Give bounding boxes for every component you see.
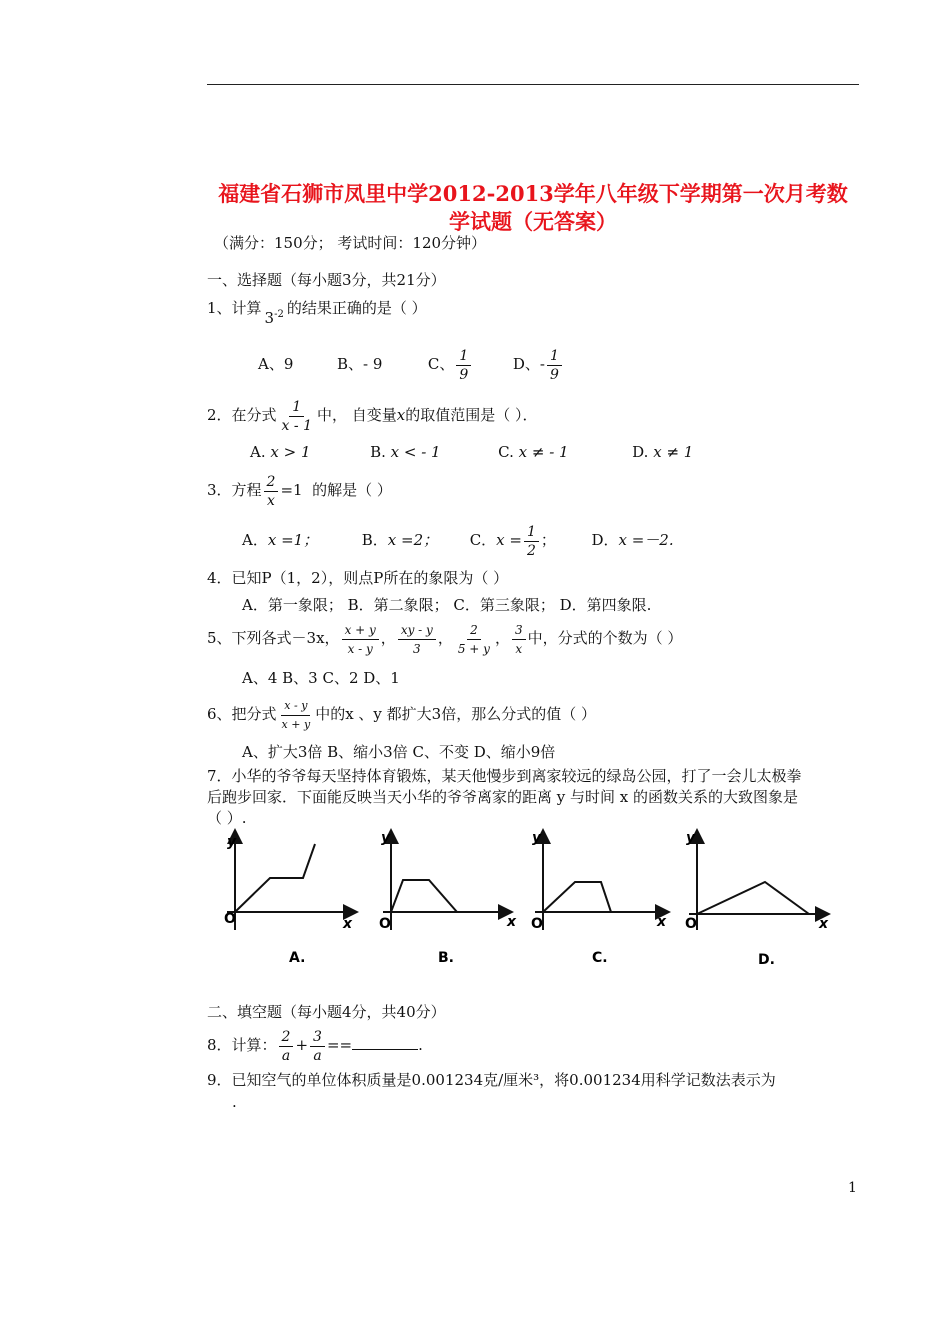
- question-6: [207, 696, 596, 734]
- q3-suffix: 的解是（ ）: [312, 481, 392, 499]
- q3-option-a: A．: [242, 531, 268, 549]
- q8-prefix: 8．计算：: [207, 1036, 277, 1054]
- section1-heading: 一、选择题（每小题3分，共21分）: [207, 271, 446, 289]
- q5-fraction-2: $\frac{xy - y}{3}$: [398, 621, 436, 658]
- graph-a-y-label: y: [227, 834, 237, 850]
- q2-option-d-expr: x ≠ 1: [653, 443, 694, 461]
- q2-prefix: 2．在分式: [207, 406, 277, 424]
- q2-option-c-expr: x ≠ - 1: [518, 443, 569, 461]
- question-5: 5、下列各式－3x， $\frac{x + y}{x - y}$ ， $\frac{xy - y}{3}$ ， $\frac{2}{5 + y}$ ， $\frac{3}{x}$ 中，分式的个数为（ ）: [207, 622, 683, 656]
- q2-mid: 中， 自变量: [316, 406, 397, 424]
- question-7-line1: 7．小华的爷爷每天坚持体育锻炼，某天他慢步到离家较远的绿岛公园，打了一会儿太极拳: [207, 767, 802, 785]
- graph-a-caption: A.: [289, 950, 306, 966]
- q6-options: A、扩大3倍 B、缩小3倍 C、不变 D、缩小9倍: [242, 743, 556, 761]
- q2-options: [250, 442, 693, 462]
- graph-b-x-label: x: [507, 914, 517, 930]
- graph-a-curve: [235, 844, 315, 912]
- q5-prefix: 5、下列各式－3x，: [207, 629, 340, 647]
- q3-option-b-expr: x =2；: [387, 531, 439, 549]
- q8-answer-blank: [352, 1035, 418, 1050]
- q2-option-b: B.: [370, 443, 386, 461]
- q1-option-a: A、9: [258, 355, 294, 373]
- graph-b-caption: B.: [438, 950, 454, 966]
- q2-option-a: A.: [250, 443, 266, 461]
- q8-end: .: [418, 1036, 423, 1054]
- q1-option-d: D、-: [512, 355, 545, 373]
- question-9-line2: .: [232, 1093, 237, 1111]
- q4-options: A．第一象限； B．第二象限； C．第三象限； D．第四象限.: [242, 596, 652, 614]
- graph-a-x-label: x: [343, 916, 353, 932]
- q3-prefix: 3．方程: [207, 481, 262, 499]
- graph-c: [531, 830, 667, 966]
- q2-option-c: C.: [498, 443, 514, 461]
- q8-plus: +: [295, 1036, 309, 1054]
- graph-c-x-label: x: [657, 914, 667, 930]
- graph-c-caption: C.: [592, 950, 608, 966]
- q3-option-c-fraction: $\frac{1}{2}$: [524, 523, 539, 560]
- q6-fraction: $\frac{x - y}{x + y}$: [281, 698, 311, 731]
- exam-title-line2: 学试题（无答案）: [449, 209, 617, 234]
- q1-option-b: B、- 9: [336, 355, 383, 373]
- q5-options: A、4 B、3 C、2 D、1: [242, 669, 400, 687]
- question-9-line1: 9．已知空气的单位体积质量是0.001234克/厘米³，将0.001234用科学记数法表示为: [207, 1071, 776, 1089]
- q6-suffix: 中的x 、y 都扩大3倍，那么分式的值（ ）: [315, 705, 596, 723]
- q2-option-b-expr: x < - 1: [390, 443, 441, 461]
- q2-suffix: 的取值范围是（ ）．: [405, 406, 538, 424]
- graph-d-curve: [697, 882, 809, 914]
- q3-options: [242, 522, 674, 560]
- q3-option-c-end: ；: [540, 531, 556, 549]
- q1-base: 3: [264, 309, 275, 327]
- q1-prefix: 1、计算: [207, 299, 262, 317]
- q2-option-d: D.: [632, 443, 649, 461]
- graph-b-y-label: y: [381, 830, 391, 846]
- q1-option-c: C、: [427, 355, 455, 373]
- graph-c-origin: O: [531, 916, 543, 932]
- header-rule: [207, 84, 859, 85]
- graph-b: [379, 830, 517, 966]
- q2-fraction: $\frac{1}{x - 1}$: [281, 398, 312, 434]
- q2-option-a-expr: x > 1: [270, 443, 311, 461]
- q3-fraction: $\frac{2}{x}$: [264, 473, 279, 510]
- question-7-line3: （ ）.: [207, 809, 247, 827]
- q3-equals: =1: [280, 481, 303, 499]
- q3-option-c-expr: x =: [496, 531, 522, 549]
- q1-option-c-fraction: $\frac{1}{9}$: [456, 347, 471, 384]
- question-1: [207, 298, 427, 328]
- q8-equals: ==: [326, 1036, 353, 1054]
- q5-fraction-3: $\frac{2}{5 + y}$: [457, 622, 490, 656]
- q3-option-b: B．: [361, 531, 388, 549]
- graph-c-curve: [543, 882, 611, 912]
- q7-graphs: [205, 822, 855, 972]
- q6-prefix: 6、把分式: [207, 705, 277, 723]
- q3-option-a-expr: x =1；: [267, 531, 319, 549]
- exam-info: （满分：150分； 考试时间：120分钟）: [214, 234, 487, 252]
- graph-d: [685, 830, 829, 968]
- question-2: [207, 397, 538, 435]
- question-3: [207, 472, 392, 510]
- graph-b-origin: O: [379, 916, 391, 932]
- graph-b-curve: [391, 880, 457, 912]
- q1-expression: [265, 305, 284, 328]
- q8-fraction-2: $\frac{3}{a}$: [310, 1028, 325, 1065]
- graph-d-caption: D.: [758, 952, 775, 968]
- q1-option-d-fraction: $\frac{1}{9}$: [547, 347, 562, 384]
- question-7-line2: 后跑步回家．下面能反映当天小华的爷爷离家的距离 y 与时间 x 的函数关系的大致图象是: [207, 788, 799, 806]
- q1-exponent: -2: [274, 309, 284, 320]
- section2-heading: 二、填空题（每小题4分，共40分）: [207, 1003, 446, 1021]
- q8-fraction-1: $\frac{2}{a}$: [279, 1028, 294, 1065]
- q3-option-c: C．: [469, 531, 497, 549]
- graph-d-x-label: x: [819, 916, 829, 932]
- q2-variable: x: [396, 406, 406, 424]
- q1-suffix: 的结果正确的是（ ）: [286, 299, 427, 317]
- graph-a: [224, 832, 355, 966]
- graph-a-origin: O: [224, 911, 236, 927]
- q5-suffix: 中，分式的个数为（ ）: [527, 629, 683, 647]
- graph-d-origin: O: [685, 916, 697, 932]
- question-8: [207, 1025, 423, 1065]
- q3-option-d-expr: x =－2.: [618, 531, 674, 549]
- question-4: 4．已知P（1，2），则点P所在的象限为（ ）: [207, 569, 509, 587]
- q5-fraction-4: $\frac{3}{x}$: [512, 621, 526, 658]
- graph-d-y-label: y: [686, 830, 696, 846]
- q1-options: [258, 346, 564, 384]
- q5-fraction-1: $\frac{x + y}{x - y}$: [342, 621, 379, 658]
- graph-c-y-label: y: [532, 830, 542, 846]
- page-number: 1: [848, 1180, 857, 1196]
- exam-title-line1: 福建省石狮市凤里中学2012-2013学年八年级下学期第一次月考数: [218, 181, 848, 206]
- q3-option-d: D．: [591, 531, 619, 549]
